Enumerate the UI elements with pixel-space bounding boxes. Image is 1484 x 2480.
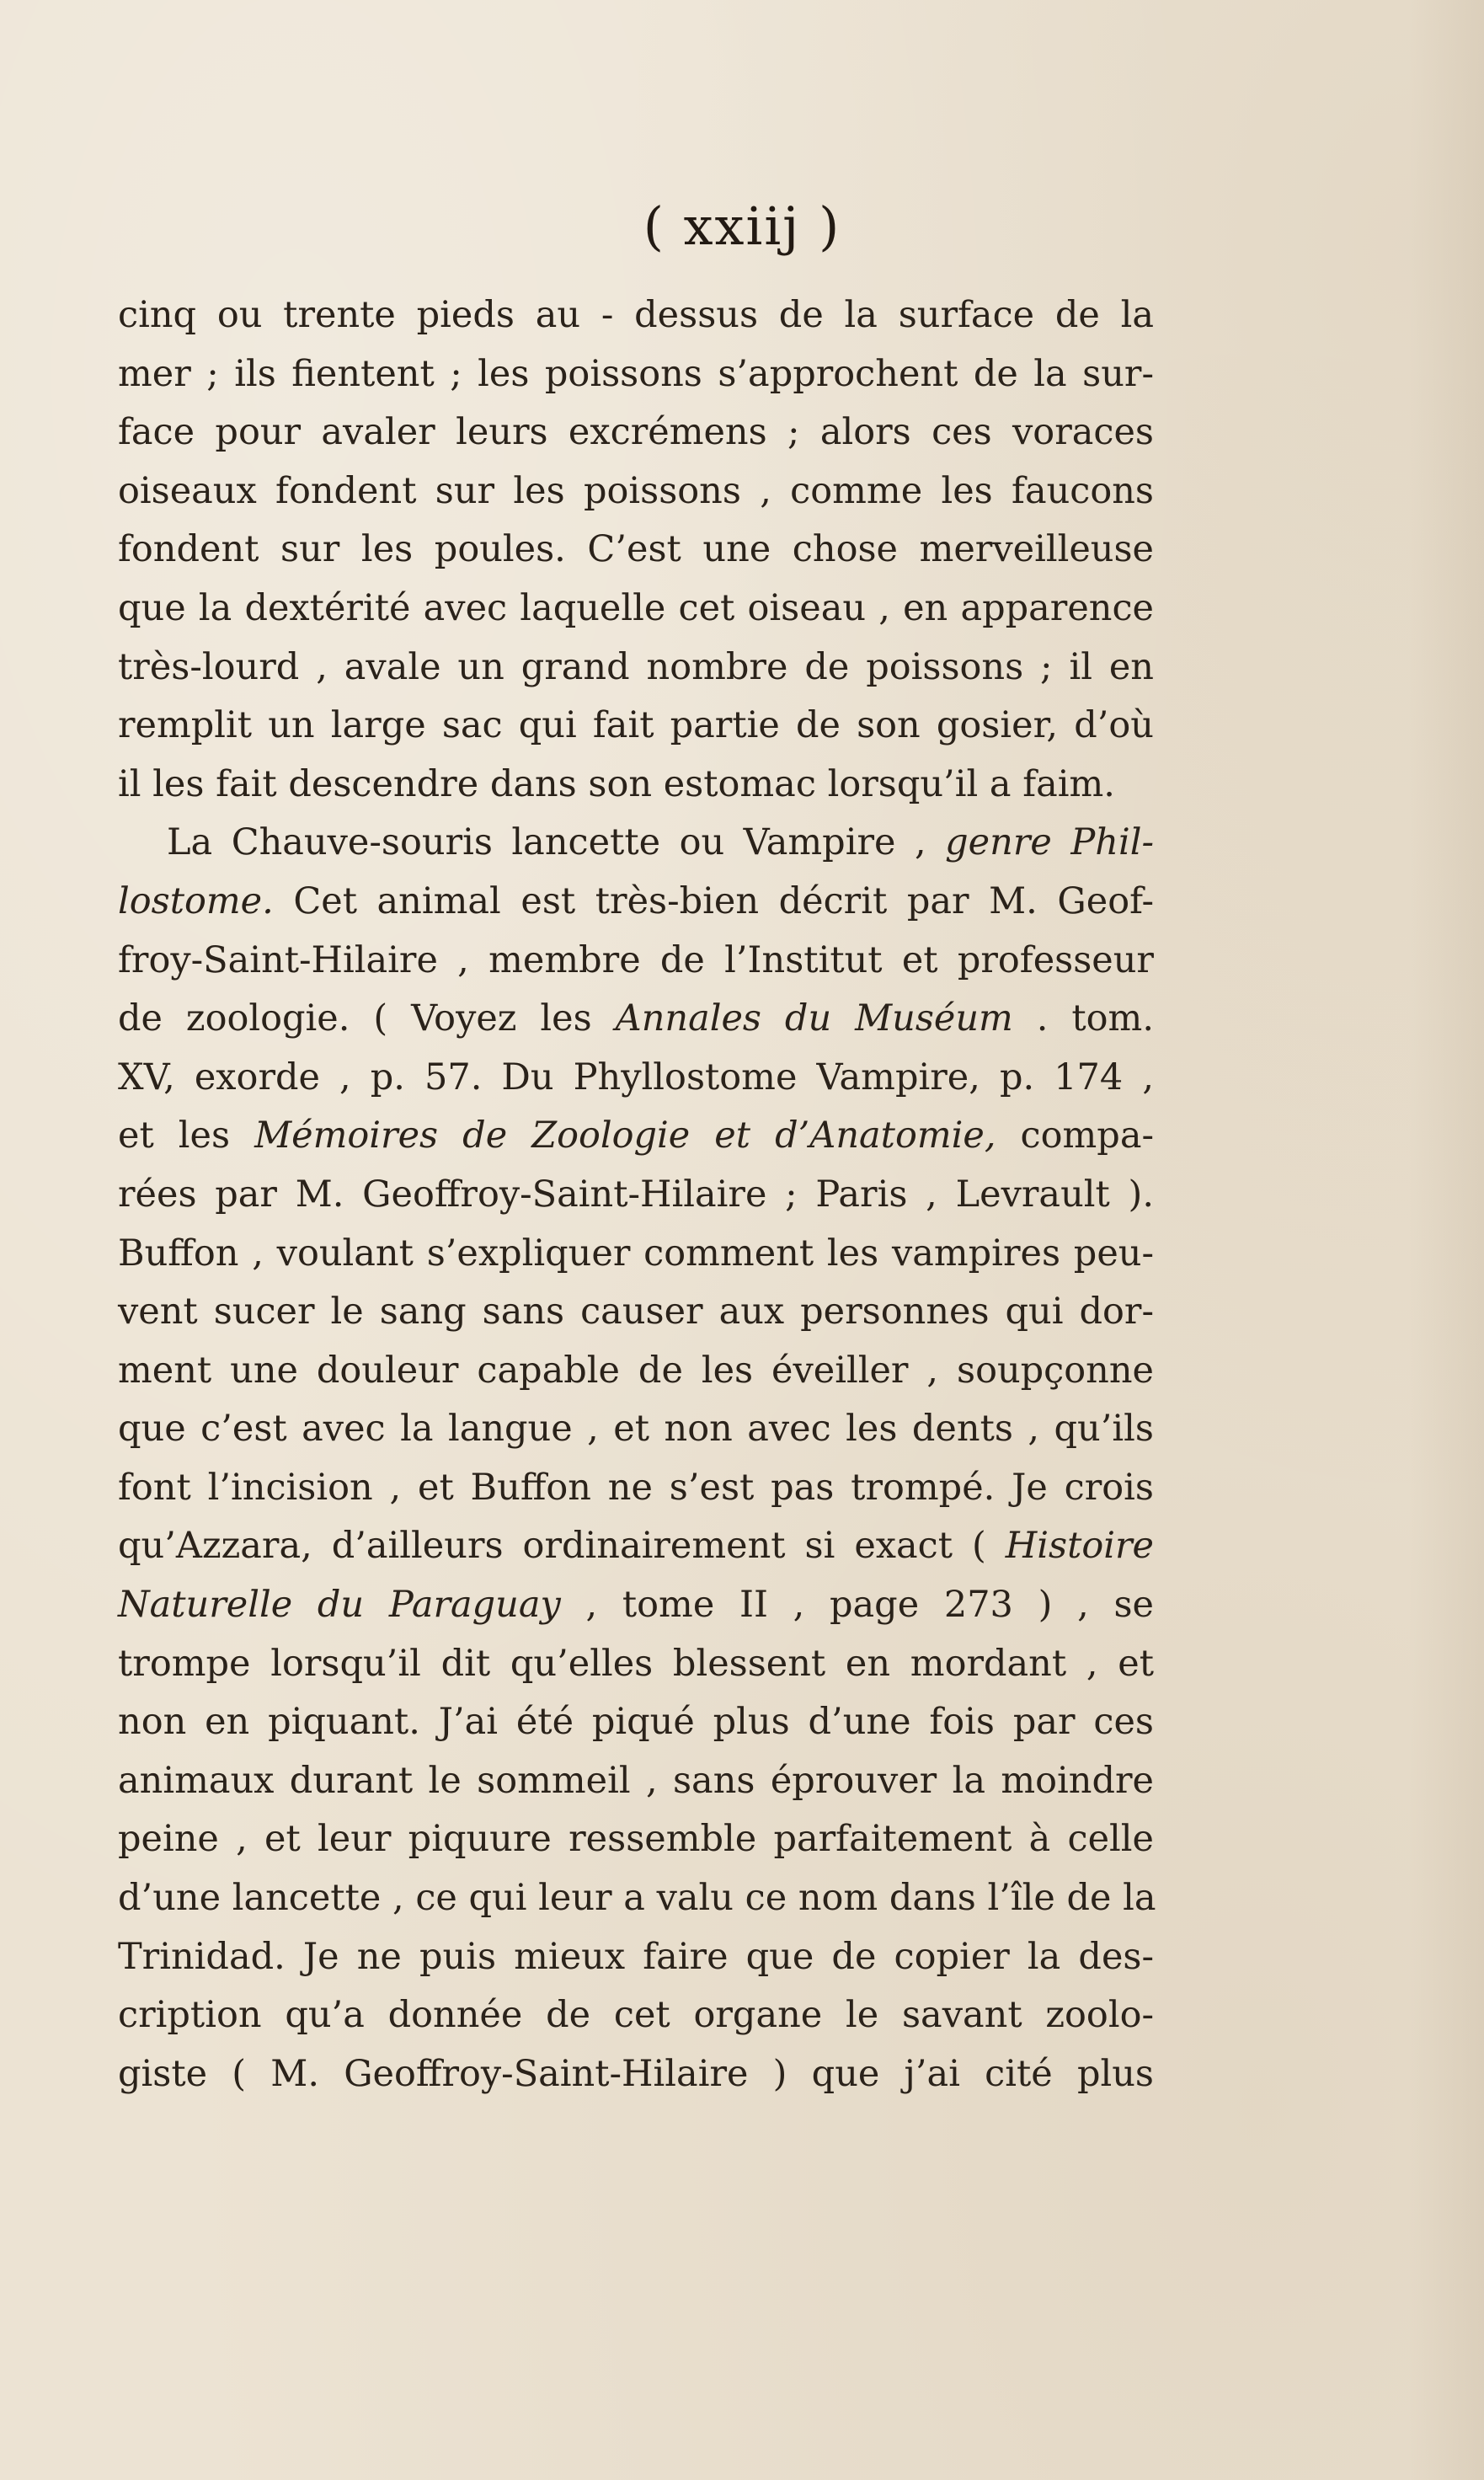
page-edge-shading	[1408, 0, 1484, 2480]
text-line: ment une douleur capable de les éveiller , soupçonne	[118, 1349, 1154, 1392]
text-line	[118, 1517, 1154, 1576]
text-line: vent sucer le sang sans causer aux personnes qui dor-	[118, 1291, 1154, 1334]
text-line: rées par M. Geoffroy-Saint-Hilaire ; Paris , Levrault ).	[118, 1173, 1154, 1216]
text-span: compa-	[996, 1114, 1154, 1157]
text-line: cription qu’a donnée de cet organe le savant zoolo-	[118, 1994, 1154, 2037]
text-line: Trinidad. Je ne puis mieux faire que de copier la des-	[118, 1935, 1154, 1978]
text-span: . tom.	[1012, 997, 1154, 1040]
text-span: La Chauve-souris lancette ou Vampire ,	[167, 821, 946, 864]
text-line: trompe lorsqu’il dit qu’elles blessent en mordant , et	[118, 1642, 1154, 1685]
text-line: que la dextérité avec laquelle cet oiseau , en apparence	[118, 586, 1154, 629]
page-number-header: ( xxiij )	[643, 195, 841, 257]
italic-text: Annales du Muséum	[615, 997, 1013, 1040]
italic-text: lostome.	[118, 879, 274, 922]
text-line: cinq ou trente pieds au - dessus de la surface de la	[118, 294, 1154, 336]
text-line	[118, 873, 1154, 932]
text-line: d’une lancette , ce qui leur a valu ce nom dans l’île de la	[118, 1877, 1156, 1920]
italic-text: Naturelle du Paraguay	[118, 1584, 561, 1627]
text-line: peine , et leur piquure ressemble parfaitement à celle	[118, 1818, 1154, 1861]
text-line: mer ; ils fientent ; les poissons s’approchent de la sur-	[118, 352, 1154, 395]
text-line: fondent sur les poules. C’est une chose merveilleuse	[118, 528, 1154, 571]
text-line: non en piquant. J’ai été piqué plus d’une fois par ces	[118, 1701, 1154, 1744]
text-span: Cet animal est très-bien décrit par M. Geof-	[273, 879, 1154, 922]
text-line: animaux durant le sommeil , sans éprouver la moindre	[118, 1759, 1154, 1802]
text-span: de zoologie. ( Voyez les	[118, 997, 616, 1040]
text-line: giste ( M. Geoffroy-Saint-Hilaire ) que j’ai cité plus	[118, 2052, 1154, 2095]
text-line	[118, 990, 1154, 1049]
text-span: qu’Azzara, d’ailleurs ordinairement si exact (	[118, 1525, 1006, 1568]
text-line: XV, exorde , p. 57. Du Phyllostome Vampire, p. 174 ,	[118, 1056, 1154, 1098]
text-line: Buffon , voulant s’expliquer comment les vampires peu-	[118, 1232, 1154, 1275]
italic-text: Histoire	[1005, 1525, 1154, 1568]
text-line	[118, 1576, 1154, 1635]
text-line: il les fait descendre dans son estomac lorsqu’il a faim.	[118, 762, 1115, 805]
text-line: remplit un large sac qui fait partie de son gosier, d’où	[118, 704, 1154, 747]
italic-text: genre Phil-	[945, 821, 1154, 864]
text-span: et les	[118, 1114, 255, 1157]
text-line: froy-Saint-Hilaire , membre de l’Institut et professeur	[118, 938, 1154, 981]
text-line	[118, 814, 1154, 873]
text-span: , tome II , page 273 ) , se	[560, 1584, 1154, 1627]
text-line: font l’incision , et Buffon ne s’est pas trompé. Je crois	[118, 1466, 1154, 1509]
text-line: face pour avaler leurs excrémens ; alors ces voraces	[118, 411, 1154, 454]
text-line: très-lourd , avale un grand nombre de poissons ; il en	[118, 645, 1154, 688]
body-text	[118, 286, 1154, 2103]
text-line	[118, 1107, 1154, 1166]
italic-text: Mémoires de Zoologie et d’Anatomie,	[254, 1114, 996, 1157]
text-line: que c’est avec la langue , et non avec les dents , qu’ils	[118, 1408, 1154, 1451]
text-line: oiseaux fondent sur les poissons , comme les faucons	[118, 469, 1154, 512]
